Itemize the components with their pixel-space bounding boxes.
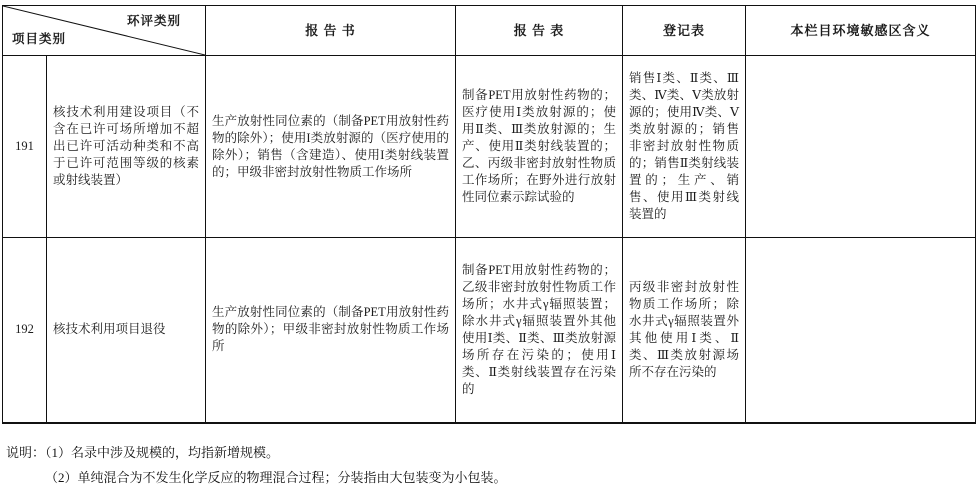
header-eia-category-label: 环评类别	[126, 14, 181, 28]
table-row-192	[3, 238, 976, 423]
note-line-1	[6, 440, 507, 465]
row-number: 192	[3, 238, 47, 423]
header-report-form: 报 告 表	[456, 6, 623, 56]
header-corner-cell	[3, 6, 206, 56]
project-category-cell: 核技术利用项目退役	[47, 238, 206, 423]
header-report-book: 报 告 书	[206, 6, 456, 56]
note-item-1: （1）名录中涉及规模的，均指新增规模。	[45, 445, 280, 460]
report-book-cell: 生产放射性同位素的（制备PET用放射性药物的除外）；甲级非密封放射性物质工作场所	[206, 238, 456, 423]
notes-section	[6, 440, 507, 486]
project-category-cell: 核技术利用建设项目（不含在已许可场所增加不超出已许可活动种类和不高于已许可范围等级的核素或射线装置）	[47, 56, 206, 238]
note-item-2: （2）单纯混合为不发生化学反应的物理混合过程；分装指由大包装变为小包装。	[45, 470, 507, 485]
note-line-2	[6, 465, 507, 486]
header-project-category-label: 项目类别	[12, 32, 67, 46]
header-sensitive-area-meaning: 本栏目环境敏感区含义	[746, 6, 976, 56]
eia-category-table	[2, 5, 976, 424]
sensitive-area-cell	[746, 238, 976, 423]
registration-cell: 丙级非密封放射性物质工作场所；除水井式γ辐照装置外其他使用Ⅰ类、Ⅱ类、Ⅲ类放射源场所不存在污染的	[623, 238, 746, 423]
table-row-191	[3, 56, 976, 238]
row-number: 191	[3, 56, 47, 238]
notes-label: 说明：	[6, 445, 46, 460]
registration-cell: 销售Ⅰ类、Ⅱ类、Ⅲ类、Ⅳ类、Ⅴ类放射源的；使用Ⅳ类、Ⅴ类放射源的；销售非密封放射性物质的；销售Ⅱ类射线装置的；生产、销售、使用Ⅲ类射线装置的	[623, 56, 746, 238]
table-header-row	[3, 6, 976, 56]
report-book-cell: 生产放射性同位素的（制备PET用放射性药物的除外）；使用I类放射源的（医疗使用的除外）；销售（含建造）、使用I类射线装置的；甲级非密封放射性物质工作场所	[206, 56, 456, 238]
report-form-cell: 制备PET用放射性药物的；乙级非密封放射性物质工作场所；水井式γ辐照装置；除水井式γ辐照装置外其他使用Ⅰ类、Ⅱ类、Ⅲ类放射源场所存在污染的；使用Ⅰ类、Ⅱ类射线装置存在污染的	[456, 238, 623, 423]
report-form-cell: 制备PET用放射性药物的；医疗使用Ⅰ类放射源的；使用Ⅱ类、Ⅲ类放射源的；生产、使用Ⅱ类射线装置的；乙、丙级非密封放射性物质工作场所；在野外进行放射性同位素示踪试验的	[456, 56, 623, 238]
header-registration-form: 登记表	[623, 6, 746, 56]
sensitive-area-cell	[746, 56, 976, 238]
